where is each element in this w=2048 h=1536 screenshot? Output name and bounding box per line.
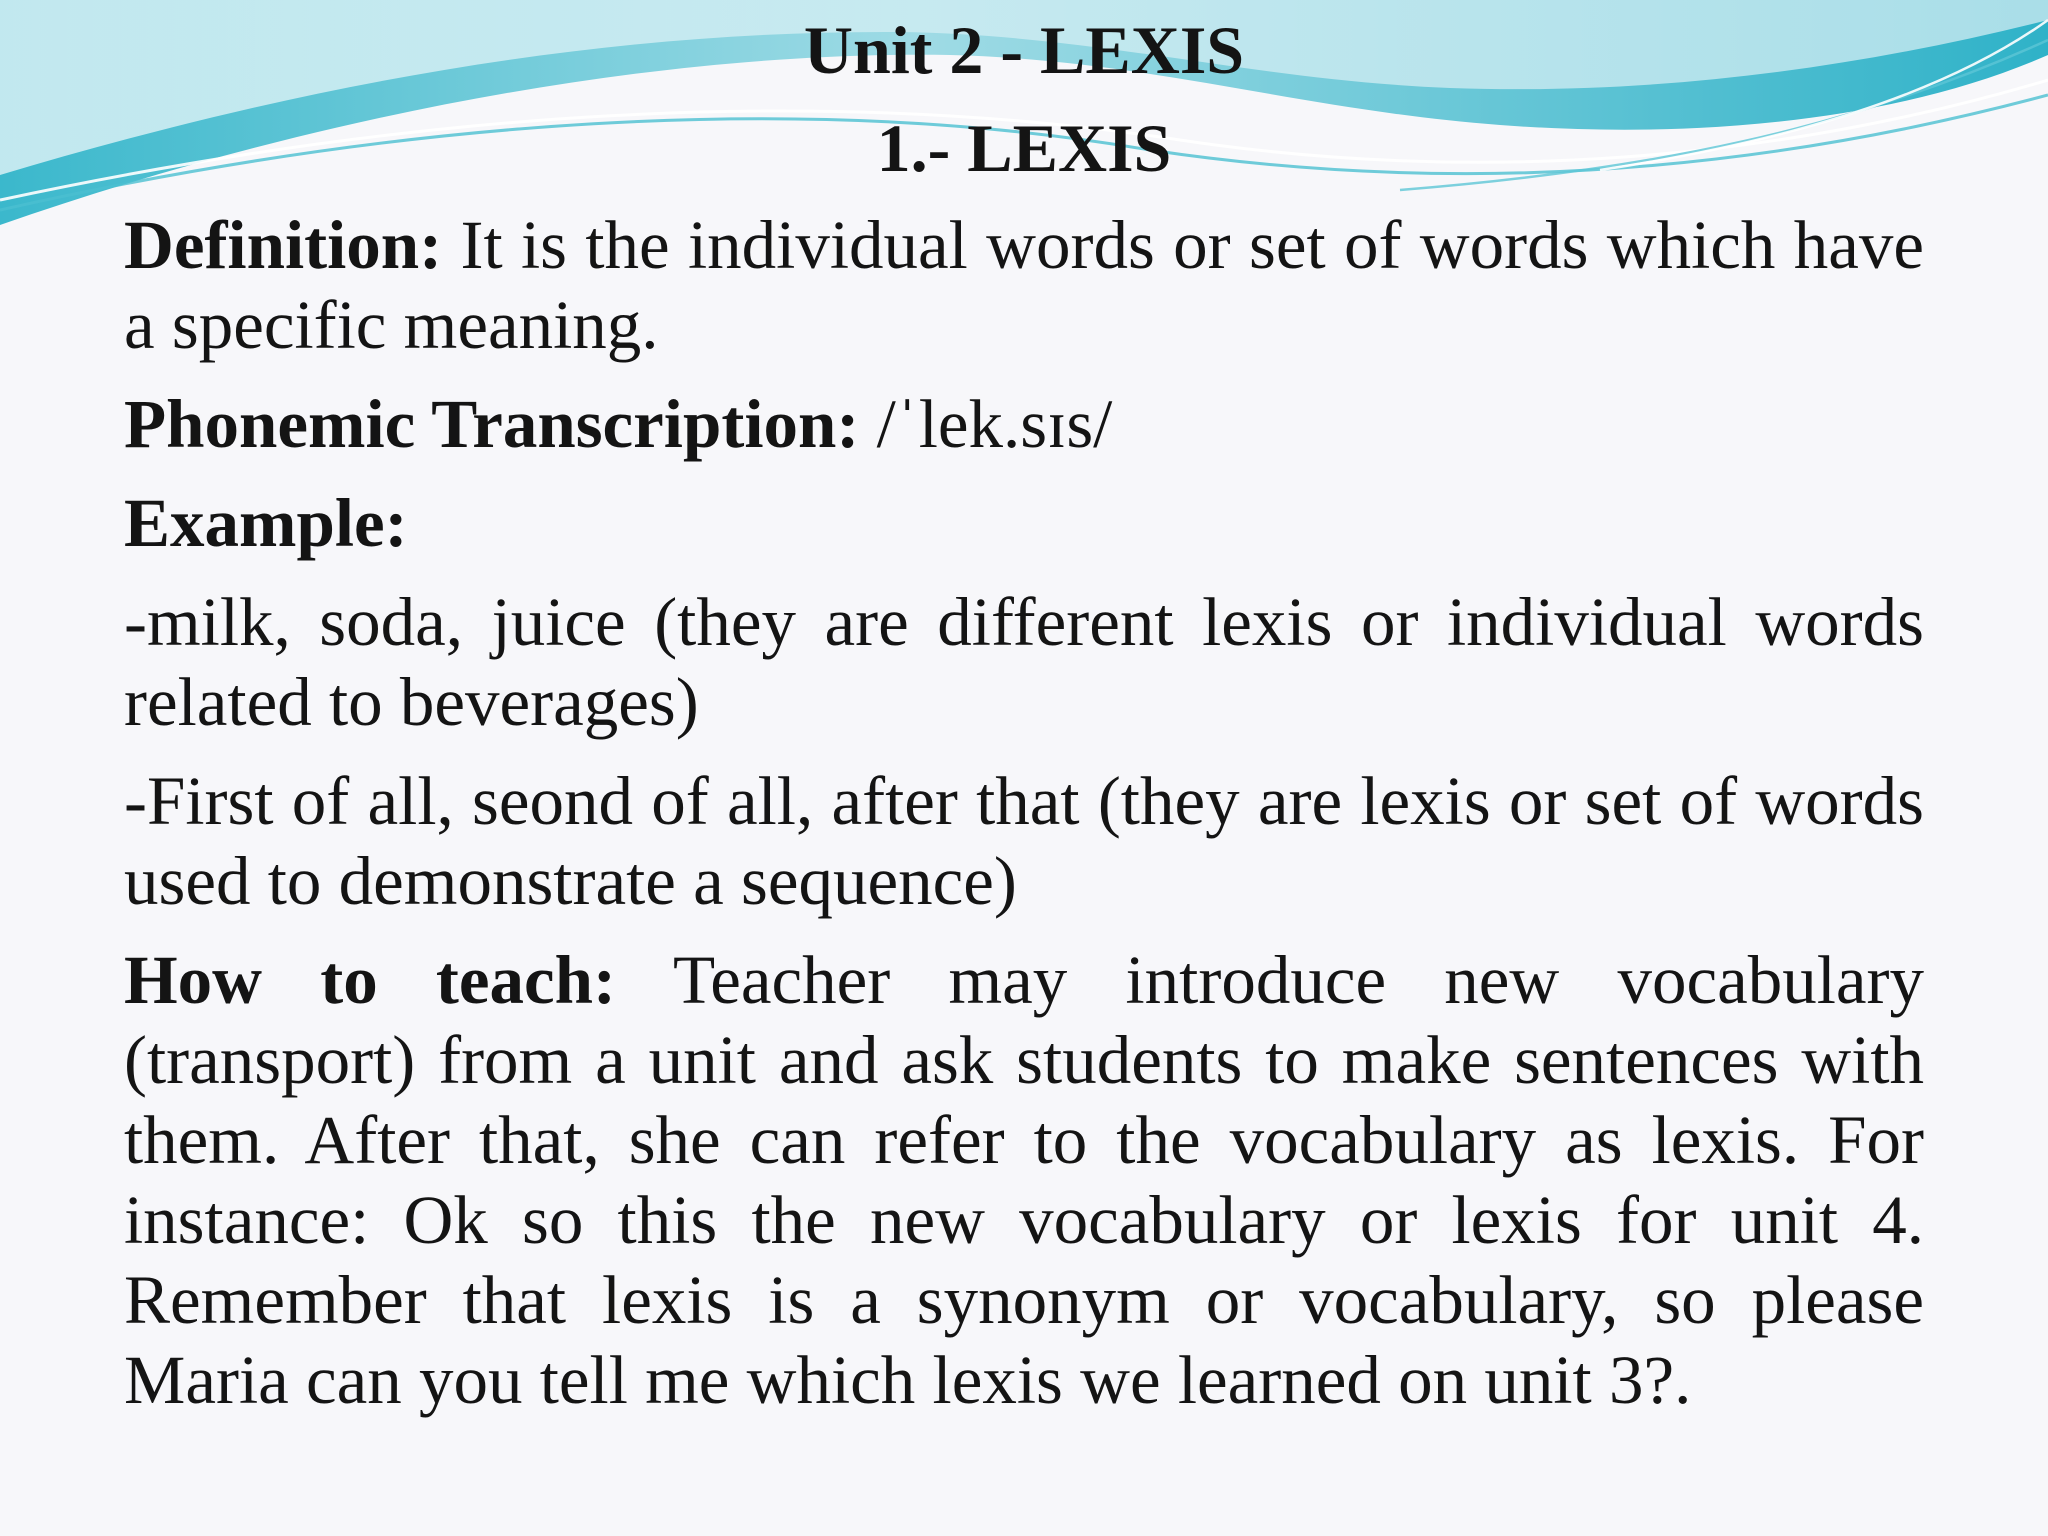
definition-text: It is the individual words or set of words which have a specific meaning. [124,207,1924,363]
definition-paragraph [124,205,1924,365]
phonemic-paragraph [124,384,1924,464]
example-heading [124,483,1924,563]
example-label: Example: [124,485,408,561]
phonemic-label: Phonemic Transcription: [124,386,860,462]
how-to-teach-label: How to teach: [124,942,616,1018]
section-heading: 1.- LEXIS [876,110,1172,186]
example-item: -First of all, seond of all, after that (they are lexis or set of words used to demonstrate a sequence) [124,763,1924,919]
slide-body [124,205,1924,1439]
example-item: -milk, soda, juice (they are different lexis or individual words related to beverages) [124,584,1924,740]
how-to-teach-text: Teacher may introduce new vocabulary (transport) from a unit and ask students to make sentences with them. After that, she can refer to the vocabulary as lexis. For instance: Ok so this the new vocabulary or lexis for unit 4. Remember that lexis is a synonym or vocabulary, so please Maria can you tell me which lexis we learned on unit 3?. [124,942,1924,1418]
definition-label: Definition: [124,207,443,283]
how-to-teach-paragraph [124,940,1924,1420]
slide-title: Unit 2 - LEXIS [803,12,1245,88]
phonemic-text: /ˈlek.sɪs/ [859,386,1113,462]
